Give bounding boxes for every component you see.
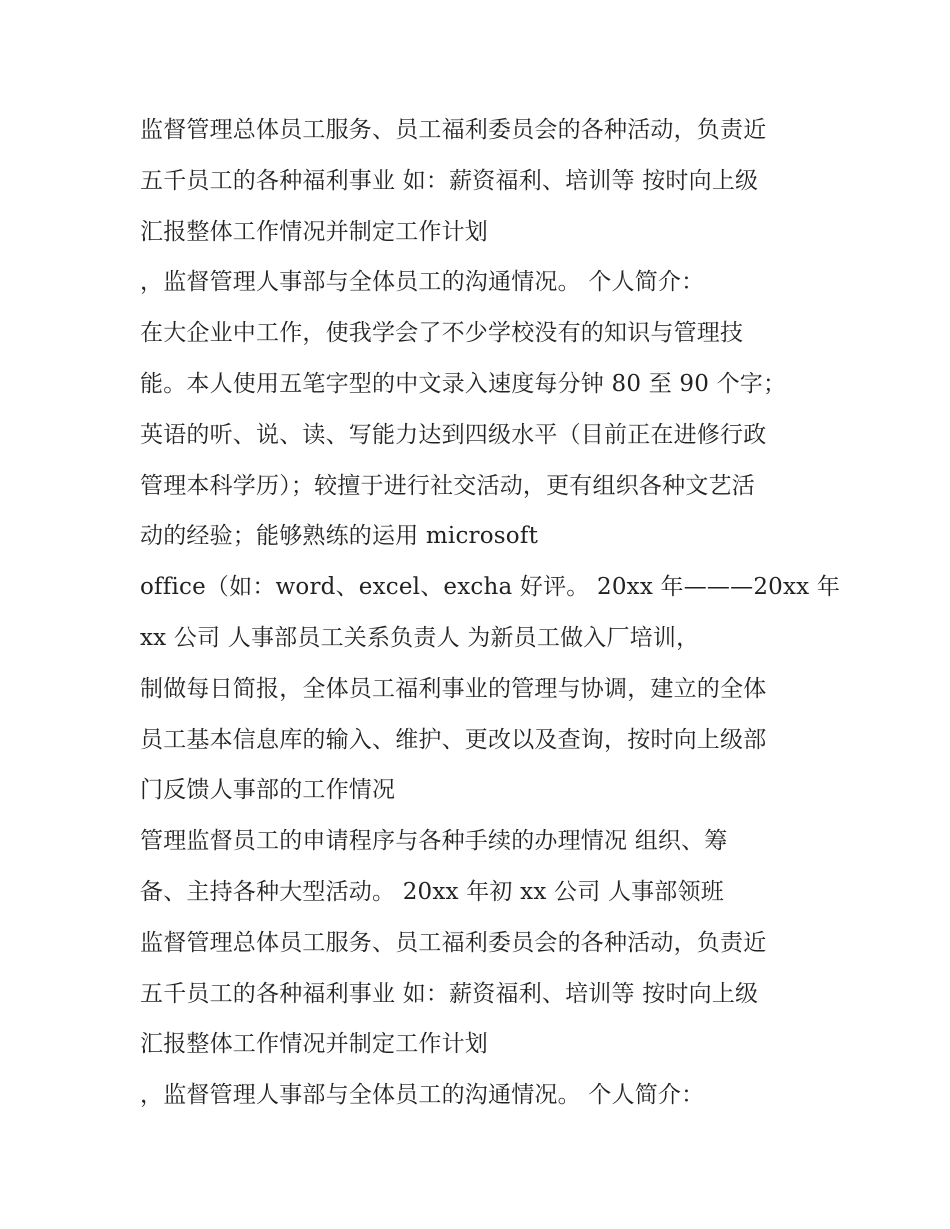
text-line: ，监督管理人事部与全体员工的沟通情况。 个人简介： [140, 269, 705, 296]
text-line: 动的经验；能够熟练的运用 microsoft [140, 523, 539, 550]
text-line: 监督管理总体员工服务、员工福利委员会的各种活动，负责近 [140, 117, 767, 143]
text-line: 五千员工的各种福利事业 如：薪资福利、培训等 按时向上级 [140, 980, 759, 1007]
text-line: xx 公司 人事部员工关系负责人 为新员工做入厂培训， [140, 624, 700, 651]
body-text [140, 105, 841, 1121]
text-line: 制做每日简报，全体员工福利事业的管理与协调，建立的全体 [140, 675, 767, 702]
text-line: 管理本科学历）；较擅于进行社交活动，更有组织各种文艺活 [140, 472, 755, 499]
text-line: 汇报整体工作情况并制定工作计划 [140, 1031, 488, 1058]
text-line: 监督管理总体员工服务、员工福利委员会的各种活动，负责近 [140, 929, 767, 956]
text-line: 英语的听、说、读、写能力达到四级水平（目前正在进修行政 [140, 421, 767, 448]
text-line: 管理监督员工的申请程序与各种手续的办理情况 组织、筹 [140, 828, 728, 855]
text-line: 汇报整体工作情况并制定工作计划 [140, 218, 488, 245]
text-line: 备、主持各种大型活动。 20xx 年初 xx 公司 人事部领班 [140, 878, 724, 905]
text-line: 门反馈人事部的工作情况 [140, 777, 396, 804]
text-line: 员工基本信息库的输入、维护、更改以及查询，按时向上级部 [140, 726, 767, 753]
text-line: ，监督管理人事部与全体员工的沟通情况。 个人简介： [140, 1082, 705, 1109]
text-line: 能。本人使用五笔字型的中文录入速度每分钟 80 至 90 个字； [140, 370, 787, 397]
text-line: 五千员工的各种福利事业 如：薪资福利、培训等 按时向上级 [140, 167, 759, 194]
text-line: 在大企业中工作，使我学会了不少学校没有的知识与管理技 [140, 320, 744, 347]
text-line: office（如：word、excel、excha 好评。 20xx 年———20xx 年 [140, 574, 841, 601]
